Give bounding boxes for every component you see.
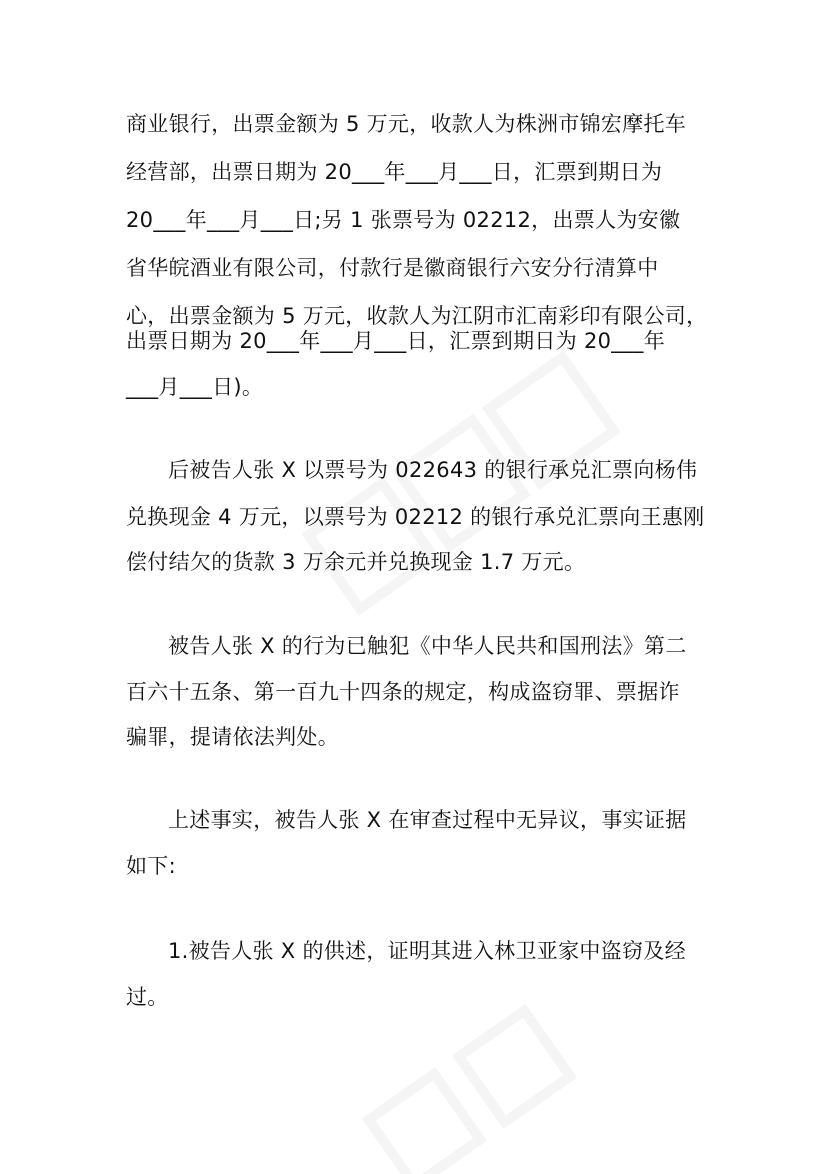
paragraph-1-line-6: 出票日期为 20___年___月___日，汇票到期日为 20___年 (126, 329, 665, 353)
paragraph-1-line-2: 经营部，出票日期为 20___年___月___日，汇票到期日为 (126, 160, 663, 184)
paragraph-4-line-1: 上述事实，被告人张 X 在审查过程中无异议，事实证据 (168, 808, 687, 832)
paragraph-1-line-7: ___月___日)。 (126, 375, 264, 399)
paragraph-1-line-3: 20___年___月___日;另 1 张票号为 02212，出票人为安徽 (126, 208, 681, 232)
paragraph-5-line-1: 1.被告人张 X 的供述，证明其进入林卫亚家中盗窃及经 (168, 939, 686, 963)
paragraph-3-line-2: 百六十五条、第一百九十四条的规定，构成盗窃罪、票据诈 (126, 680, 680, 704)
paragraph-4-line-2: 如下: (126, 854, 176, 878)
paragraph-2-line-3: 偿付结欠的货款 3 万余元并兑换现金 1.7 万元。 (126, 550, 586, 574)
paragraph-1-line-5: 心，出票金额为 5 万元，收款人为江阴市汇南彩印有限公司， (126, 304, 708, 328)
watermark-graphic-lower (330, 1000, 630, 1174)
paragraph-1-line-4: 省华皖酒业有限公司，付款行是徽商银行六安分行清算中 (126, 256, 659, 280)
paragraph-3-line-1: 被告人张 X 的行为已触犯《中华人民共和国刑法》第二 (168, 634, 687, 658)
paragraph-2-line-2: 兑换现金 4 万元，以票号为 02212 的银行承兑汇票向王惠刚 (126, 505, 705, 529)
watermark-graphic (250, 330, 670, 650)
paragraph-1-line-1: 商业银行，出票金额为 5 万元，收款人为株洲市锦宏摩托车 (126, 112, 687, 136)
paragraph-2-line-1: 后被告人张 X 以票号为 022643 的银行承兑汇票向杨伟 (168, 458, 698, 482)
paragraph-3-line-3: 骗罪，提请依法判处。 (126, 725, 339, 749)
paragraph-5-line-2: 过。 (126, 985, 169, 1009)
